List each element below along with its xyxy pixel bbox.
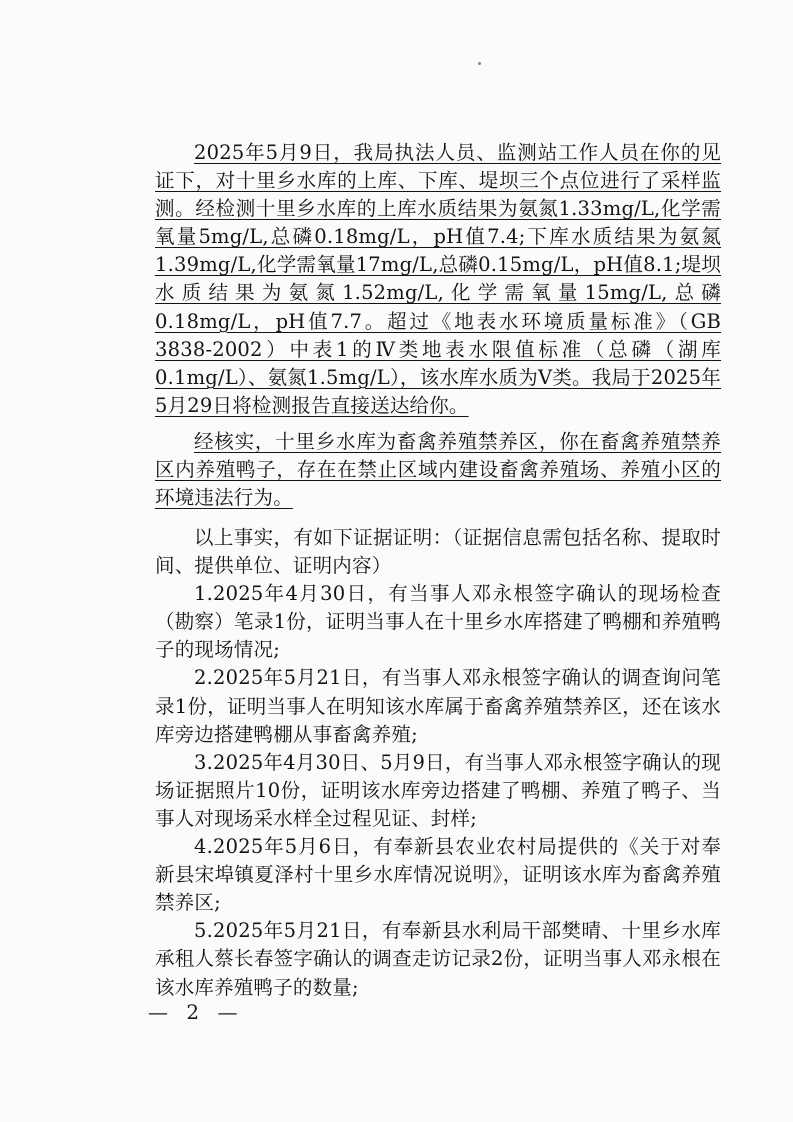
evidence-item-4: 4.2025年5月6日，有奉新县农业农村局提供的《关于对奉新县宋埠镇夏泽村十里乡水库情况说明》，证明该水库为畜禽养殖禁养区; <box>155 835 721 915</box>
page-number: — 2 — <box>148 1000 244 1024</box>
findings-section <box>155 139 721 512</box>
water-test-paragraph: 2025年5月9日，我局执法人员、监测站工作人员在你的见证下，对十里乡水库的上库、下库、堤坝三个点位进行了采样监测。经检测十里乡水库的上库水质结果为氨氮1.33mg/L,化学需氧量5mg/L,总磷0.18mg/L，pH值7.4;下库水质结果为氨氮1.39mg/L,化学需氧量17mg/L,总磷0.15mg/L，pH值8.1;堤坝水质结果为氨氮1.52mg/L,化学需氧量15mg/L,总磷0.18mg/L，pH值7.7。超过《地表水环境质量标准》（GB 3838-2002）中表1的Ⅳ类地表水限值标准（总磷（湖库0.1mg/L）、氨氮1.5mg/L），该水库水质为Ⅴ类。我局于2025年5月29日将检测报告直接送达给你。 <box>155 141 721 417</box>
evidence-item-1: 1.2025年4月30日，有当事人邓永根签字确认的现场检查（勘察）笔录1份，证明当事人在十里乡水库搭建了鸭棚和养殖鸭子的现场情况; <box>155 582 721 662</box>
evidence-item-3: 3.2025年4月30日、5月9日，有当事人邓永根签字确认的现场证据照片10份，证明该水库旁边搭建了鸭棚、养殖了鸭子、当事人对现场采水样全过程见证、封样; <box>155 750 721 830</box>
evidence-list <box>155 580 721 1001</box>
violation-paragraph: 经核实，十里乡水库为畜禽养殖禁养区，你在畜禽养殖禁养区内养殖鸭子，存在在禁止区域内建设畜禽养殖场、养殖小区的环境违法行为。 <box>155 429 721 510</box>
paragraph-gap <box>155 420 721 428</box>
evidence-item-2: 2.2025年5月21日，有当事人邓永根签字确认的调查询问笔录1份，证明当事人在明知该水库属于畜禽养殖禁养区，还在该水库旁边搭建鸭棚从事畜禽养殖; <box>155 666 721 746</box>
scan-speck <box>478 62 481 65</box>
evidence-intro: 以上事实，有如下证据证明：（证据信息需包括名称、提取时间、提供单位、证明内容） <box>155 526 721 578</box>
evidence-item-5: 5.2025年5月21日，有奉新县水利局干部樊晴、十里乡水库承租人蔡长春签字确认的调查走访记录2份，证明当事人邓永根在该水库养殖鸭子的数量; <box>155 919 721 999</box>
evidence-section <box>155 524 721 1002</box>
